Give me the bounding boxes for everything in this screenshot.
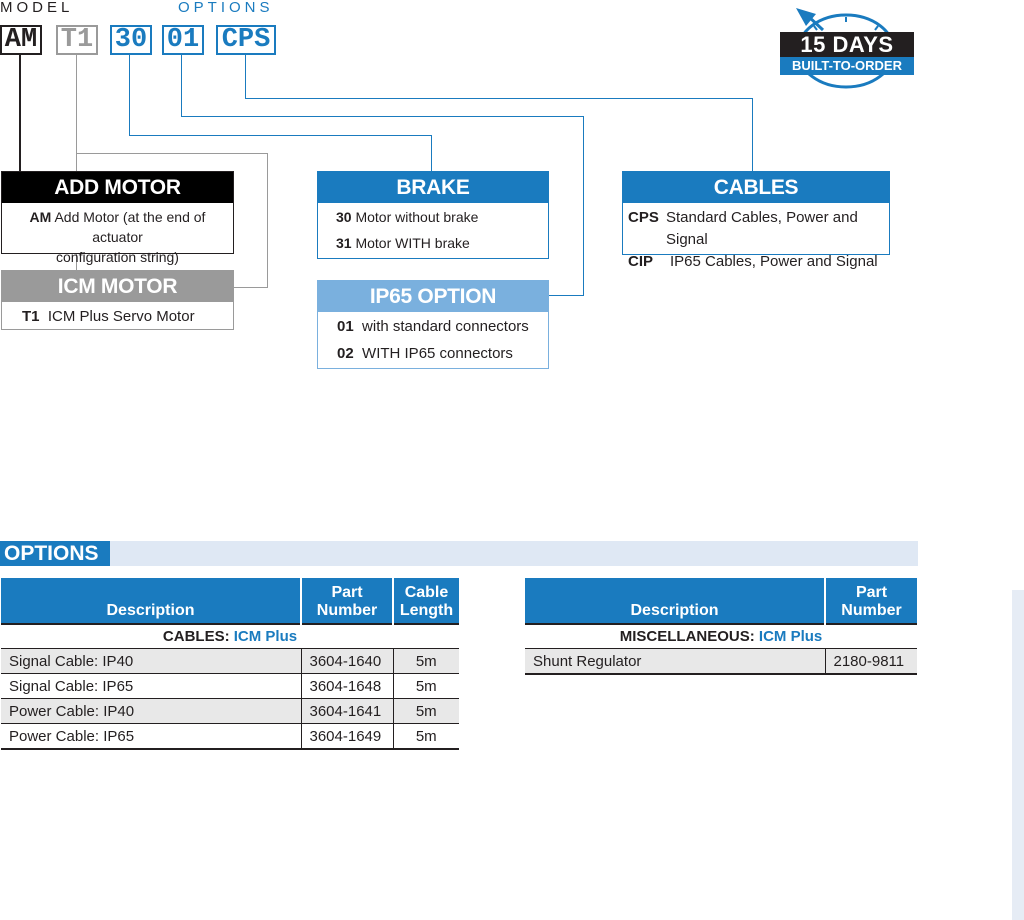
connector-am [19,55,21,171]
group-label: MISCELLANEOUS: [619,628,755,645]
cell-part: 3604-1640 [301,649,393,674]
col-description: Description [1,578,301,624]
cables-code-cps: CPS [628,209,659,226]
brake-row-31 [336,230,540,256]
options-section-title: OPTIONS [0,541,110,566]
connector-01-drop [583,116,584,296]
cables-text-cps: Standard Cables, Power and Signal [666,209,858,248]
col-part-number: Part Number [825,578,917,624]
table-row [1,674,459,699]
badge-subtitle: BUILT-TO-ORDER [791,58,902,73]
code-am: AM [0,25,42,55]
brake-text-30: Motor without brake [355,209,479,225]
cell-part: 2180-9811 [825,649,917,675]
options-label: OPTIONS [178,0,274,16]
cables-row-cip [628,251,881,273]
brake-title: BRAKE [318,172,548,203]
connector-30-v [129,55,130,136]
col-part-number: Part Number [301,578,393,624]
ip65-code-01: 01 [337,318,354,335]
connector-cps-h [245,98,753,99]
connector-01-v [181,55,182,117]
brake-box [317,171,549,259]
cell-desc: Signal Cable: IP40 [1,649,301,674]
cell-desc: Shunt Regulator [525,649,825,675]
brake-code-30: 30 [336,209,352,225]
icm-motor-code: T1 [22,308,40,325]
table-row [1,649,459,674]
cables-code-cip: CIP [628,253,654,270]
connector-01-end [549,295,584,296]
brake-row-30 [336,204,540,230]
connector-cps-drop [752,98,753,172]
table-row [1,699,459,724]
cell-len: 5m [393,724,459,750]
connector-t1-h [76,153,268,154]
table-group-row [525,624,917,649]
add-motor-text: Add Motor (at the end of actuator [54,209,206,245]
cables-options-table [1,578,459,750]
table-row [1,724,459,750]
ip65-code-02: 02 [337,345,354,362]
cell-desc: Power Cable: IP40 [1,699,301,724]
col-description: Description [525,578,825,624]
add-motor-code: AM [29,209,52,225]
group-product: ICM Plus [233,628,298,645]
cell-len: 5m [393,674,459,699]
group-label: CABLES: [162,628,230,645]
ip65-title: IP65 OPTION [318,281,548,312]
icm-motor-box [1,270,234,330]
brake-code-31: 31 [336,235,352,251]
ip65-row-01 [337,313,540,340]
table-group-row [1,624,459,649]
brake-text-31: Motor WITH brake [355,235,470,251]
page-edge-strip [1012,590,1024,920]
cables-row-cps [628,207,881,251]
connector-t1-end [233,287,268,288]
code-01: 01 [162,25,204,55]
cell-len: 5m [393,699,459,724]
connector-t1-v [267,153,268,287]
add-motor-text2: configuration string) [56,249,179,265]
code-t1: T1 [56,25,98,55]
connector-01-h [181,116,584,117]
add-motor-title: ADD MOTOR [2,172,233,203]
cell-desc: Power Cable: IP65 [1,724,301,750]
ip65-row-02 [337,340,540,367]
icm-motor-text: ICM Plus Servo Motor [47,308,195,325]
ip65-text-02: WITH IP65 connectors [362,345,513,362]
col-cable-length: Cable Length [393,578,459,624]
group-product: ICM Plus [758,628,823,645]
cables-box [622,171,890,270]
add-motor-box [1,171,234,265]
cell-desc: Signal Cable: IP65 [1,674,301,699]
code-30: 30 [110,25,152,55]
icm-motor-title: ICM MOTOR [2,271,233,302]
connector-cps-v [245,55,246,99]
cell-len: 5m [393,649,459,674]
cell-part: 3604-1641 [301,699,393,724]
code-cps: CPS [216,25,276,55]
table-row [525,649,917,675]
cell-part: 3604-1648 [301,674,393,699]
built-to-order-badge [778,8,918,90]
options-section-bar [0,541,918,566]
model-label: MODEL [0,0,74,16]
misc-options-table [525,578,917,675]
cell-part: 3604-1649 [301,724,393,750]
cables-text-cip: IP65 Cables, Power and Signal [670,253,878,270]
ip65-text-01: with standard connectors [362,318,529,335]
badge-days: 15 DAYS [800,32,894,57]
connector-30-drop [431,135,432,172]
cables-title: CABLES [623,172,889,203]
connector-30-h [129,135,432,136]
ip65-box [317,280,549,369]
